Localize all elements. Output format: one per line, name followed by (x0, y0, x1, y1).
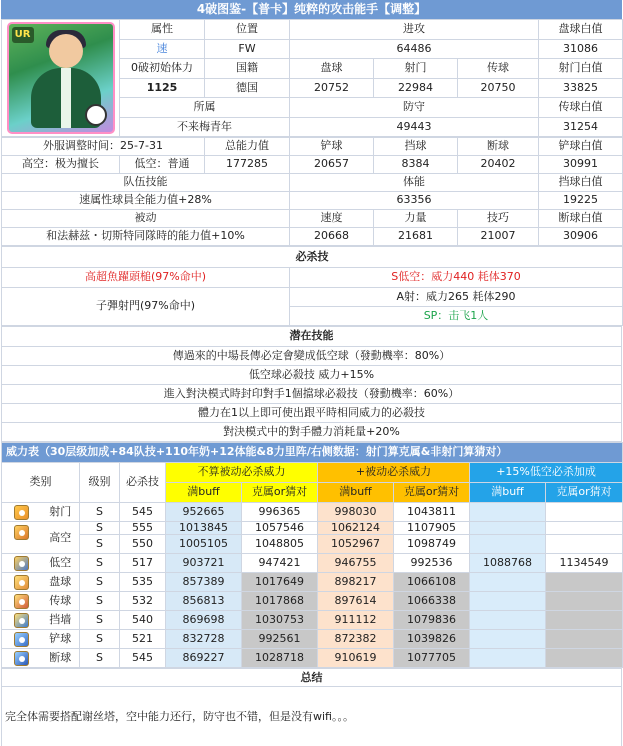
value-shoot: 22984 (374, 78, 458, 98)
row-lowball-full (470, 630, 546, 649)
row-skill: 555 (120, 522, 166, 535)
low-icon (2, 554, 42, 573)
table-row (2, 535, 623, 554)
row-passive-full: 897614 (318, 592, 394, 611)
value-tackle-base: 30991 (539, 156, 623, 174)
header-counter-1: 克属or猜对 (242, 483, 318, 503)
value-defense: 49443 (290, 117, 539, 137)
tackle-icon (2, 630, 42, 649)
row-level: S (80, 503, 120, 522)
label-initial-stamina: 0破初始体力 (120, 59, 205, 79)
row-lowball-counter (546, 649, 623, 668)
basic-stats-table (1, 19, 623, 137)
row-lowball-full (470, 522, 546, 535)
header-full-buff-1: 满buff (166, 483, 242, 503)
row-skill: 517 (120, 554, 166, 573)
row-lowball-full (470, 503, 546, 522)
value-intercept: 20402 (458, 156, 539, 174)
row-lowball-full (470, 649, 546, 668)
header-full-buff-3: 满buff (470, 483, 546, 503)
label-technique: 技巧 (458, 210, 539, 228)
row-passive-counter: 1107905 (394, 522, 470, 535)
row-base-counter: 996365 (242, 503, 318, 522)
clear-icon (2, 649, 42, 668)
dribble-icon (2, 573, 42, 592)
row-type: 盘球 (42, 573, 80, 592)
label-attribute: 属性 (120, 20, 205, 40)
potential-skills-table (1, 326, 622, 442)
row-base-full: 1005105 (166, 535, 242, 554)
value-total-ability: 177285 (205, 156, 290, 174)
value-pass-base: 31254 (539, 117, 623, 137)
power-table-title: 威力表（30层级加成+84队技+110年奶+12体能&8力里阵/右侧数据：射门算克属&非射门算猜对） (2, 443, 623, 463)
potential-line-1: 傳過來的中場長傳必定會變成低空球（發動機率：80%） (2, 347, 622, 366)
table-row (2, 554, 623, 573)
label-block-base: 挡球白值 (539, 174, 623, 192)
label-intercept: 断球 (458, 138, 539, 156)
row-level: S (80, 573, 120, 592)
summary-text: 完全体需要搭配谢丝塔，空中能力还行，防守也不错，但是没有wifi。。。 (2, 687, 622, 746)
special-skill-2-detail: A射：威力265 耗体290 (290, 288, 623, 307)
row-passive-full: 872382 (318, 630, 394, 649)
label-attack: 进攻 (290, 20, 539, 40)
label-block: 挡球 (374, 138, 458, 156)
header-type: 类别 (2, 463, 80, 503)
header-counter-2: 克属or猜对 (394, 483, 470, 503)
row-lowball-counter (546, 592, 623, 611)
row-type: 铲球 (42, 630, 80, 649)
label-dribble-base: 盘球白值 (539, 20, 623, 40)
value-pass: 20750 (458, 78, 539, 98)
label-passive: 被动 (2, 210, 290, 228)
label-dribble: 盘球 (290, 59, 374, 79)
row-base-full: 869698 (166, 611, 242, 630)
summary-table (1, 668, 622, 746)
header-group-base: 不算被动必杀威力 (166, 463, 318, 483)
value-high-ball: 高空：极为擅长 (2, 156, 120, 174)
row-lowball-counter (546, 535, 623, 554)
label-power: 力量 (374, 210, 458, 228)
row-base-full: 903721 (166, 554, 242, 573)
label-tackle-base: 铲球白值 (539, 138, 623, 156)
row-lowball-full (470, 592, 546, 611)
row-lowball-counter (546, 522, 623, 535)
row-passive-counter: 1066338 (394, 592, 470, 611)
row-passive-full: 898217 (318, 573, 394, 592)
row-lowball-full (470, 535, 546, 554)
value-block: 8384 (374, 156, 458, 174)
row-base-counter: 1030753 (242, 611, 318, 630)
value-initial-stamina: 1125 (120, 78, 205, 98)
row-skill: 521 (120, 630, 166, 649)
value-attack: 64486 (290, 39, 539, 59)
row-lowball-full (470, 611, 546, 630)
block-icon (2, 611, 42, 630)
label-team-skill: 队伍技能 (2, 174, 290, 192)
row-passive-counter: 1079836 (394, 611, 470, 630)
row-type: 低空 (42, 554, 80, 573)
power-table (1, 442, 623, 668)
special-heading: 必杀技 (2, 247, 623, 268)
table-row (2, 630, 623, 649)
label-nationality: 国籍 (205, 59, 290, 79)
table-row (2, 503, 623, 522)
row-passive-full: 998030 (318, 503, 394, 522)
row-base-counter: 1017868 (242, 592, 318, 611)
row-passive-counter: 1098749 (394, 535, 470, 554)
potential-heading: 潜在技能 (2, 327, 622, 347)
row-passive-full: 1052967 (318, 535, 394, 554)
row-passive-counter: 1077705 (394, 649, 470, 668)
row-lowball-counter (546, 573, 623, 592)
extended-stats-table (1, 137, 623, 246)
label-speed: 速度 (290, 210, 374, 228)
row-base-full: 832728 (166, 630, 242, 649)
value-dribble: 20752 (290, 78, 374, 98)
potential-line-4: 體力在1以上即可使出跟平時相同威力的必殺技 (2, 404, 622, 423)
potential-line-2: 低空球必殺技 威力+15% (2, 366, 622, 385)
special-skill-1-detail: S低空：威力440 耗体370 (290, 268, 623, 288)
ball-icon (85, 104, 107, 126)
row-passive-full: 911112 (318, 611, 394, 630)
header-counter-3: 克属or猜对 (546, 483, 623, 503)
value-technique: 21007 (458, 228, 539, 246)
value-stamina: 63356 (290, 192, 539, 210)
value-passive: 和法赫兹・切斯特同隊時的能力值+10% (2, 228, 290, 246)
row-passive-full: 1062124 (318, 522, 394, 535)
table-row (2, 649, 623, 668)
label-total-ability: 总能力值 (205, 138, 290, 156)
value-tackle: 20657 (290, 156, 374, 174)
special-skill-2-sp: SP：击飞1人 (290, 307, 623, 326)
page-title: 4破图鉴-【普卡】纯粹的攻击能手【调整】 (1, 0, 622, 19)
row-lowball-counter (546, 611, 623, 630)
row-base-counter: 1057546 (242, 522, 318, 535)
card-image (7, 22, 115, 134)
header-group-passive: +被动必杀威力 (318, 463, 470, 483)
table-row (2, 573, 623, 592)
row-type: 挡墙 (42, 611, 80, 630)
label-club: 所属 (120, 98, 290, 118)
value-low-ball: 低空：普通 (120, 156, 205, 174)
row-passive-counter: 1066108 (394, 573, 470, 592)
label-shoot-base: 射门白值 (539, 59, 623, 79)
header-skill: 必杀技 (120, 463, 166, 503)
value-club: 不来梅青年 (120, 117, 290, 137)
row-lowball-counter: 1134549 (546, 554, 623, 573)
row-passive-full: 946755 (318, 554, 394, 573)
label-intercept-base: 断球白值 (539, 210, 623, 228)
label-server-update: 外服调整时间：25-7-31 (2, 138, 205, 156)
value-speed: 20668 (290, 228, 374, 246)
row-base-full: 856813 (166, 592, 242, 611)
table-row (2, 611, 623, 630)
value-attribute: 速 (120, 39, 205, 59)
pass-icon (2, 592, 42, 611)
value-dribble-base: 31086 (539, 39, 623, 59)
value-nationality: 德国 (205, 78, 290, 98)
summary-heading: 总结 (2, 669, 622, 687)
label-stamina: 体能 (290, 174, 539, 192)
row-level: S (80, 592, 120, 611)
row-skill: 532 (120, 592, 166, 611)
row-level: S (80, 522, 120, 535)
row-level: S (80, 611, 120, 630)
row-lowball-full: 1088768 (470, 554, 546, 573)
rarity-badge: UR (12, 27, 34, 43)
row-type: 传球 (42, 592, 80, 611)
shoot-icon (2, 503, 42, 522)
row-base-full: 869227 (166, 649, 242, 668)
air-icon (2, 522, 42, 554)
label-defense: 防守 (290, 98, 539, 118)
label-shoot: 射门 (374, 59, 458, 79)
special-skill-2: 子彈射門(97%命中) (2, 288, 290, 326)
special-skill-1: 高超魚躍頭槌(97%命中) (2, 268, 290, 288)
row-passive-counter: 1043811 (394, 503, 470, 522)
row-lowball-counter (546, 503, 623, 522)
row-base-full: 952665 (166, 503, 242, 522)
row-base-counter: 992561 (242, 630, 318, 649)
potential-line-5: 對決模式中的對手體力消耗量+20% (2, 423, 622, 442)
row-type: 断球 (42, 649, 80, 668)
row-skill: 545 (120, 649, 166, 668)
label-pass-base: 传球白值 (539, 98, 623, 118)
row-skill: 540 (120, 611, 166, 630)
value-block-base: 19225 (539, 192, 623, 210)
row-skill: 535 (120, 573, 166, 592)
row-base-full: 1013845 (166, 522, 242, 535)
row-lowball-full (470, 573, 546, 592)
row-type: 射门 (42, 503, 80, 522)
row-base-counter: 947421 (242, 554, 318, 573)
row-base-counter: 1017649 (242, 573, 318, 592)
row-skill: 550 (120, 535, 166, 554)
row-type: 高空 (42, 522, 80, 554)
label-position: 位置 (205, 20, 290, 40)
row-level: S (80, 535, 120, 554)
value-position: FW (205, 39, 290, 59)
value-team-skill: 速属性球員全能力值+28% (2, 192, 290, 210)
row-base-counter: 1028718 (242, 649, 318, 668)
row-level: S (80, 649, 120, 668)
row-passive-full: 910619 (318, 649, 394, 668)
header-full-buff-2: 满buff (318, 483, 394, 503)
value-shoot-base: 33825 (539, 78, 623, 98)
potential-line-3: 進入對決模式時封印對手1個擋球必殺技（發動機率：60%） (2, 385, 622, 404)
player-portrait (2, 20, 120, 137)
table-row (2, 522, 623, 535)
label-pass: 传球 (458, 59, 539, 79)
row-level: S (80, 554, 120, 573)
row-passive-counter: 1039826 (394, 630, 470, 649)
row-base-counter: 1048805 (242, 535, 318, 554)
special-moves-table (1, 246, 623, 326)
row-level: S (80, 630, 120, 649)
row-base-full: 857389 (166, 573, 242, 592)
header-level: 级别 (80, 463, 120, 503)
row-passive-counter: 992536 (394, 554, 470, 573)
value-intercept-base: 30906 (539, 228, 623, 246)
row-lowball-counter (546, 630, 623, 649)
label-tackle: 铲球 (290, 138, 374, 156)
row-skill: 545 (120, 503, 166, 522)
header-group-lowball: +15%低空必杀加成 (470, 463, 623, 483)
value-power: 21681 (374, 228, 458, 246)
table-row (2, 592, 623, 611)
